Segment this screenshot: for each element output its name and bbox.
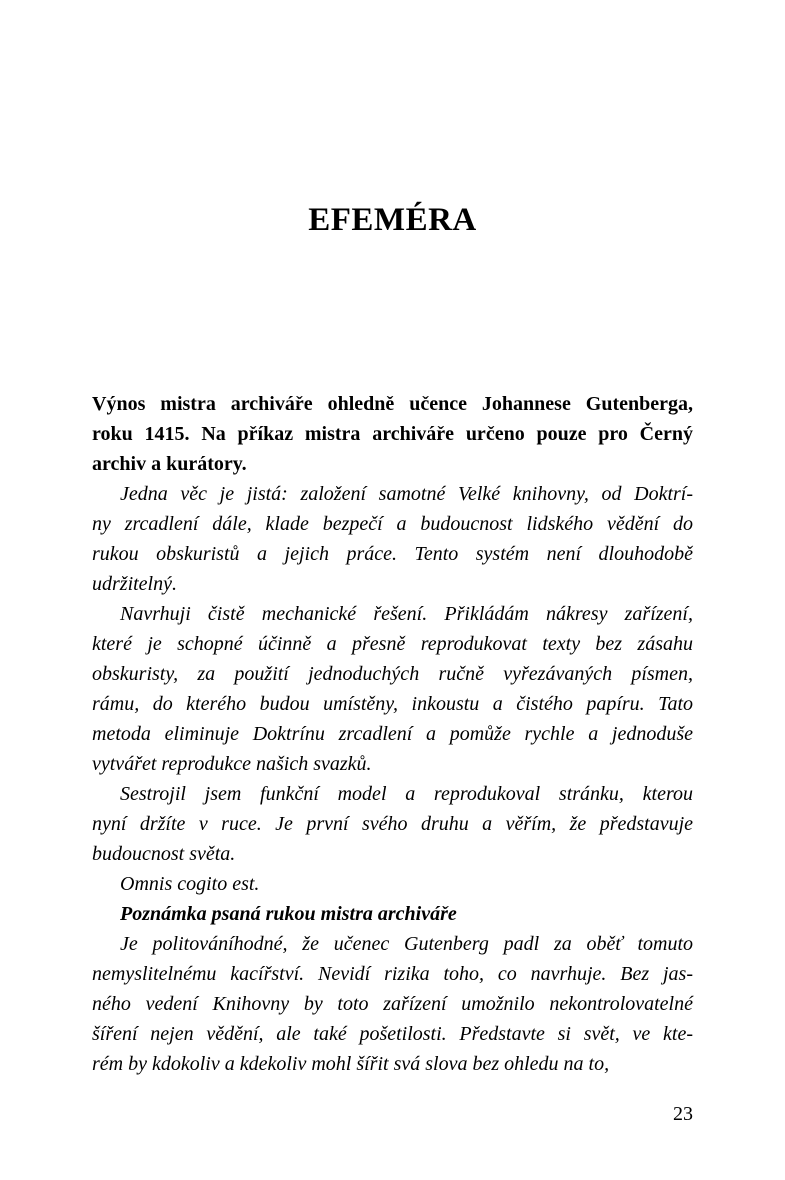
page-number: 23 (673, 1103, 693, 1125)
paragraph-line: budoucnost světa. (92, 843, 236, 865)
paragraph (92, 599, 693, 779)
paragraph-line: nemyslitelnému kacířství. Nevidí rizika toho, co navrhuje. Bez jas- (92, 963, 693, 985)
paragraph (92, 479, 693, 599)
paragraph-line: rém by kdokoliv a kdekoliv mohl šířit svá slova bez ohledu na to, (92, 1053, 610, 1075)
paragraph-line: ny zrcadlení dále, klade bezpečí a budoucnost lidského vědění do (92, 513, 693, 535)
paragraph (92, 779, 693, 869)
paragraph-line: nyní držíte v ruce. Je první svého druhu a věřím, že představuje (92, 813, 693, 835)
paragraph-line: šíření nejen vědění, ale také pošetilosti. Představte si svět, ve kte- (92, 1023, 693, 1045)
paragraph-line: metoda eliminuje Doktrínu zrcadlení a pomůže rychle a jednoduše (92, 723, 693, 745)
paragraph-line: které je schopné účinně a přesně reprodukovat texty bez zásahu (92, 633, 693, 655)
paragraph-line: Jedna věc je jistá: založení samotné Velké knihovny, od Doktrí- (120, 483, 693, 505)
paragraph (92, 929, 693, 1079)
paragraph-line: rukou obskuristů a jejich práce. Tento systém není dlouhodobě (92, 543, 693, 565)
paragraph (92, 389, 693, 479)
paragraph-line: Sestrojil jsem funkční model a reprodukoval stránku, kterou (120, 783, 693, 805)
paragraph-line: Poznámka psaná rukou mistra archiváře (120, 903, 457, 925)
paragraph-line: Navrhuji čistě mechanické řešení. Přikládám nákresy zařízení, (120, 603, 693, 625)
paragraph-line: archiv a kurátory. (92, 453, 247, 475)
paragraph-line: vytvářet reprodukce našich svazků. (92, 753, 372, 775)
body-text (92, 389, 693, 1079)
paragraph-line: Omnis cogito est. (120, 873, 260, 895)
paragraph (92, 899, 693, 929)
paragraph-line: Je politováníhodné, že učenec Gutenberg padl za oběť tomuto (120, 933, 693, 955)
paragraph-line: ného vedení Knihovny by toto zařízení umožnilo nekontrolovatelné (92, 993, 693, 1015)
paragraph-line: udržitelný. (92, 573, 177, 595)
paragraph-line: Výnos mistra archiváře ohledně učence Johannese Gutenberga, (92, 393, 693, 415)
chapter-title: EFEMÉRA (308, 202, 477, 238)
paragraph-line: obskuristy, za použití jednoduchých ručně vyřezávaných písmen, (92, 663, 693, 685)
paragraph (92, 869, 693, 899)
paragraph-line: rámu, do kterého budou umístěny, inkoustu a čistého papíru. Tato (92, 693, 693, 715)
paragraph-line: roku 1415. Na příkaz mistra archiváře určeno pouze pro Černý (92, 423, 693, 445)
